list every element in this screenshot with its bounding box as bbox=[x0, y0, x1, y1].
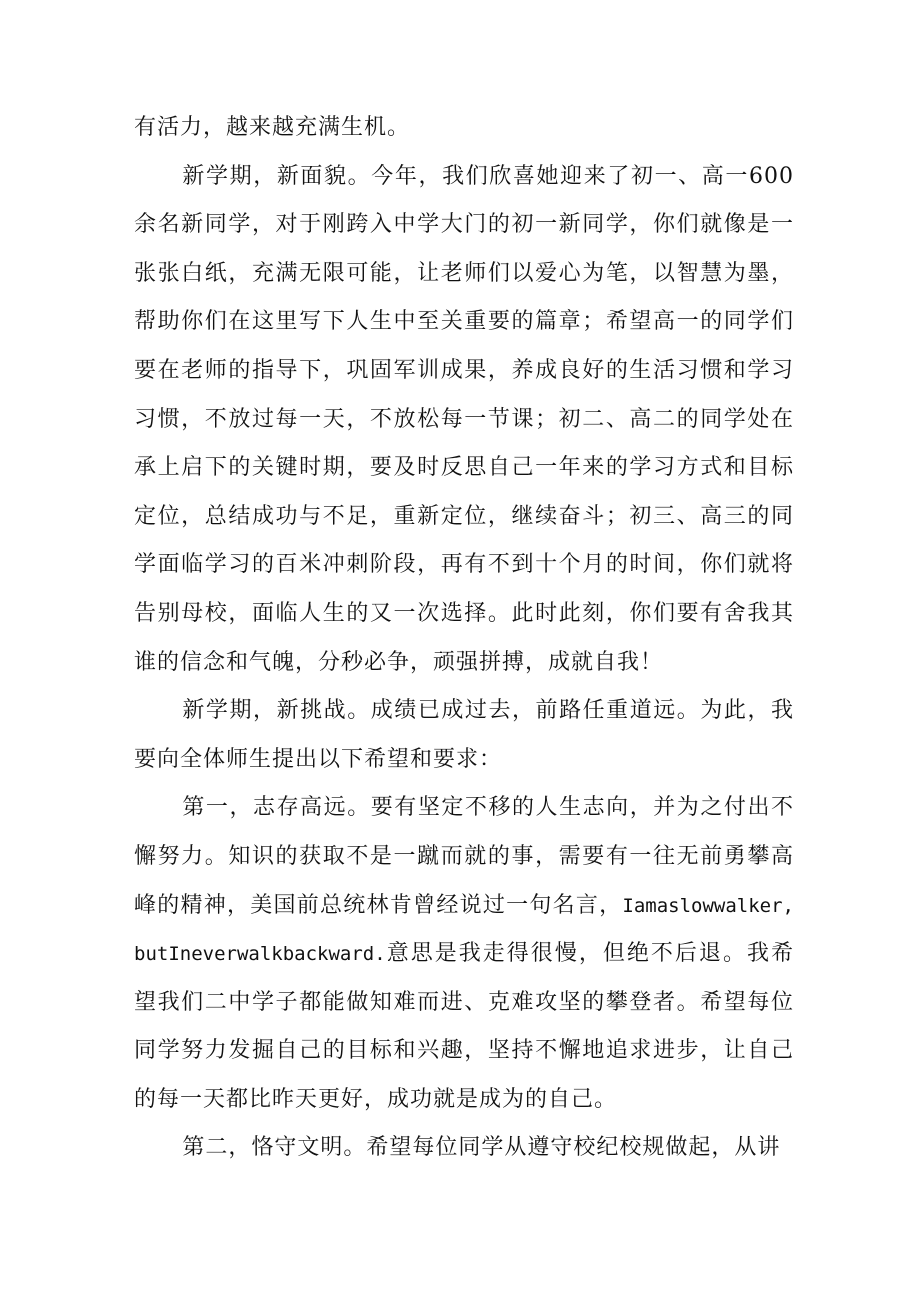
paragraph-continuation: 有活力，越来越充满生机。 bbox=[134, 115, 411, 140]
paragraph-first-text-after: 意思是我走得很慢，但绝不后退。我希望我们二中学子都能做知难而进、克难攻坚的攀登者。希望每位同学努力发掘自己的目标和兴趣，坚持不懈地追求进步，让自己的每一天都比昨天更好，成功就是成为的自己。 bbox=[134, 941, 794, 1112]
paragraph-new-semester-new-look: 新学期，新面貌。今年，我们欣喜她迎来了初一、高一600余名新同学，对于刚跨入中学大门的初一新同学，你们就像是一张张白纸，充满无限可能，让老师们以爱心为笔，以智慧为墨，帮助你们在这里写下人生中至关重要的篇章；希望高一的同学们要在老师的指导下，巩固军训成果，养成良好的生活习惯和学习习惯，不放过每一天，不放松每一节课；初二、高二的同学处在承上启下的关键时期，要及时反思自己一年来的学习方式和目标定位，总结成功与不足，重新定位，继续奋斗；初三、高三的同学面临学习的百米冲刺阶段，再有不到十个月的时间，你们就将告别母校，面临人生的又一次选择。此时此刻，你们要有舍我其谁的信念和气魄，分秒必争，顽强拼搏，成就自我！ bbox=[134, 163, 794, 675]
paragraph-second-civility: 第二，恪守文明。希望每位同学从遵守校纪校规做起，从讲 bbox=[182, 1135, 781, 1161]
lincoln-quote: Iamaslowwalker,butIneverwalkbackward. bbox=[134, 894, 794, 966]
paragraph-new-semester-new-challenge: 新学期，新挑战。成绩已成过去，前路任重道远。为此，我要向全体师生提出以下希望和要求： bbox=[134, 698, 794, 772]
paragraph-first-text-before: 第一，志存高远。要有坚定不移的人生志向，并为之付出不懈努力。知识的获取不是一蹴而就的事，需要有一往无前勇攀高峰的精神，美国前总统林肯曾经说过一句名言， bbox=[134, 795, 794, 918]
paragraph-first-ambition bbox=[134, 784, 794, 1124]
document-body bbox=[134, 104, 794, 1173]
